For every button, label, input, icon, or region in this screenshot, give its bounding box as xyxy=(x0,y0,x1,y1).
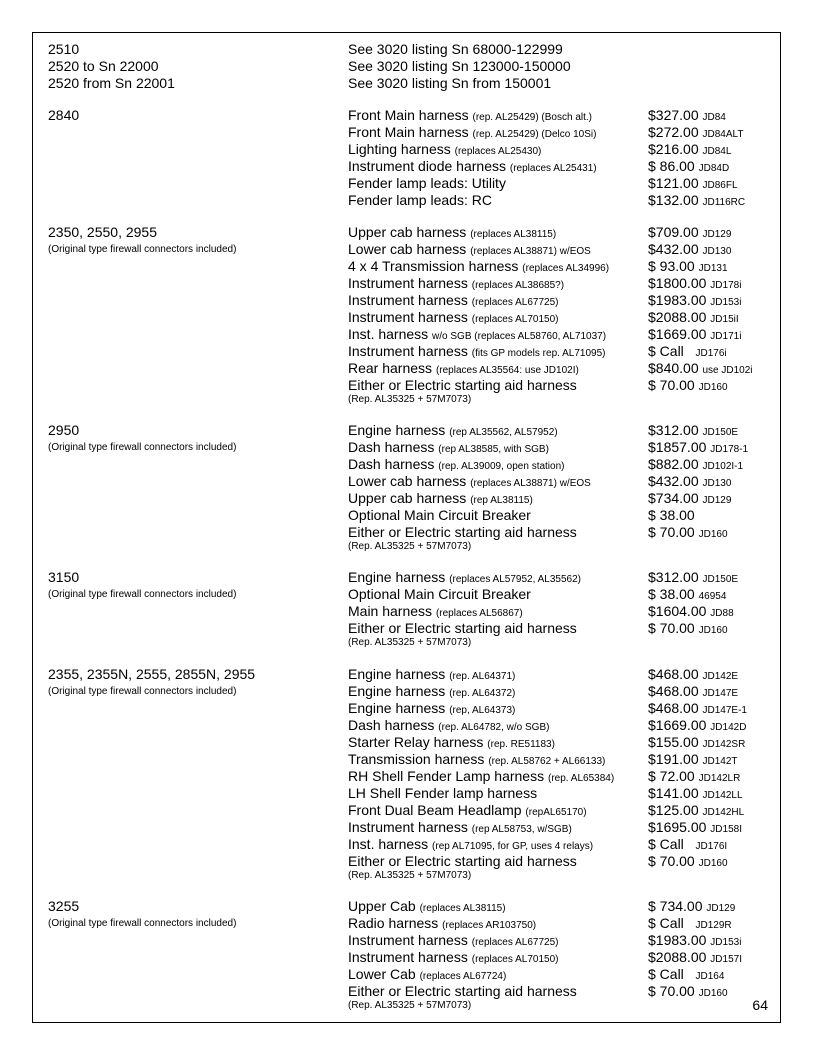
harness-description xyxy=(348,507,531,524)
harness-list xyxy=(348,107,768,209)
part-code: JD176I xyxy=(695,841,728,852)
price: $432.00 xyxy=(648,241,699,257)
harness-row xyxy=(348,949,768,966)
harness-note: (replaces AL70150) xyxy=(471,954,559,965)
harness-note: (replaces AL38115) xyxy=(419,903,506,914)
harness-note: (replaces AL57952, AL35562) xyxy=(449,574,581,585)
harness-note: (replaces AL38115) xyxy=(470,229,557,240)
part-code: JD142T xyxy=(702,756,738,767)
harness-name: Optional Main Circuit Breaker xyxy=(348,507,531,523)
price-cell xyxy=(648,524,728,543)
part-code: JD178-1 xyxy=(710,444,749,455)
harness-name: 4 x 4 Transmission harness xyxy=(348,258,519,274)
harness-note: (replaces AL67725) xyxy=(471,297,559,308)
price: $132.00 xyxy=(648,192,699,208)
price: $ Call xyxy=(648,343,684,359)
harness-row xyxy=(348,734,768,751)
harness-note: (rep. AL25429) (Delco 10Si) xyxy=(472,129,597,140)
harness-name: RH Shell Fender Lamp harness xyxy=(348,768,545,784)
part-code: JD157I xyxy=(710,954,742,965)
harness-name: Either or Electric starting aid harness xyxy=(348,853,577,869)
harness-row xyxy=(348,620,768,637)
harness-row xyxy=(348,700,768,717)
harness-note: (replaces AL25430) xyxy=(454,146,542,157)
harness-note: (replaces AL34996) xyxy=(522,263,610,274)
harness-name: Instrument diode harness xyxy=(348,158,506,174)
price: $2088.00 xyxy=(648,949,707,965)
model-column xyxy=(48,898,338,932)
replacement-note: (Rep. AL35325 + 57M7073) xyxy=(348,1000,472,1011)
price-cell xyxy=(648,192,745,211)
model-note: (Original type firewall connectors included) xyxy=(48,244,237,255)
part-code: JD84L xyxy=(702,146,732,157)
harness-name: Lower cab harness xyxy=(348,473,467,489)
harness-name: Front Dual Beam Headlamp xyxy=(348,802,522,818)
price: $468.00 xyxy=(648,700,699,716)
harness-name: Either or Electric starting aid harness xyxy=(348,983,577,999)
price: $ 734.00 xyxy=(648,898,703,914)
harness-description xyxy=(348,41,563,58)
price: $432.00 xyxy=(648,473,699,489)
part-code: JD130 xyxy=(702,478,732,489)
harness-description xyxy=(348,620,577,637)
price-cell xyxy=(648,853,728,872)
price: $ 70.00 xyxy=(648,620,695,636)
price-cell xyxy=(648,620,728,639)
harness-row xyxy=(348,836,768,853)
price-cell xyxy=(648,983,728,1002)
part-code: JD86FL xyxy=(702,180,738,191)
price: $ 38.00 xyxy=(648,507,695,523)
harness-note: (rep, AL64373) xyxy=(449,705,516,716)
harness-name: Upper Cab xyxy=(348,898,416,914)
harness-row xyxy=(348,107,768,124)
harness-row xyxy=(348,751,768,768)
harness-row xyxy=(348,439,768,456)
harness-description xyxy=(348,785,537,802)
harness-note: (replaces AL35564: use JD102I) xyxy=(435,365,579,376)
harness-name: Upper cab harness xyxy=(348,224,467,240)
price: $1800.00 xyxy=(648,275,707,291)
model-note: (Original type firewall connectors included) xyxy=(48,918,237,929)
harness-row xyxy=(348,507,768,524)
harness-name: Instrument harness xyxy=(348,819,468,835)
harness-row xyxy=(348,309,768,326)
price: $1983.00 xyxy=(648,292,707,308)
harness-name: Starter Relay harness xyxy=(348,734,484,750)
harness-row xyxy=(348,124,768,141)
harness-note: (rep. AL64371) xyxy=(449,671,516,682)
harness-list xyxy=(348,224,768,408)
part-code: JD164 xyxy=(695,971,725,982)
harness-row xyxy=(348,983,768,1000)
model-column xyxy=(48,666,338,700)
harness-note: (rep AL38585, with SGB) xyxy=(438,444,549,455)
harness-description xyxy=(348,377,577,394)
harness-name: See 3020 listing Sn 123000-150000 xyxy=(348,58,571,74)
price: $121.00 xyxy=(648,175,699,191)
harness-note: (replaces AL56867) xyxy=(435,608,523,619)
harness-list xyxy=(348,666,768,884)
harness-name: Inst. harness xyxy=(348,836,429,852)
price: $ 70.00 xyxy=(648,377,695,393)
harness-note: (replaces AL67724) xyxy=(419,971,507,982)
price: $155.00 xyxy=(648,734,699,750)
model-name: 2350, 2550, 2955 xyxy=(48,224,157,240)
price-cell xyxy=(648,377,728,396)
harness-name: Either or Electric starting aid harness xyxy=(348,620,577,636)
harness-name: Upper cab harness xyxy=(348,490,467,506)
model-name: 2510 xyxy=(48,41,80,57)
harness-name: Engine harness xyxy=(348,683,446,699)
model-name: 2520 to Sn 22000 xyxy=(48,58,159,74)
model-name: 2950 xyxy=(48,422,80,438)
price: $ Call xyxy=(648,915,684,931)
harness-row xyxy=(348,785,768,802)
harness-note: (rep AL35562, AL57952) xyxy=(449,427,558,438)
harness-name: Engine harness xyxy=(348,422,446,438)
part-code: JD171i xyxy=(710,331,742,342)
harness-row xyxy=(348,58,768,75)
harness-note: (rep AL58753, w/SGB) xyxy=(471,824,572,835)
harness-name: Instrument harness xyxy=(348,949,468,965)
harness-row xyxy=(348,768,768,785)
part-code: 46954 xyxy=(698,591,727,602)
harness-row xyxy=(348,224,768,241)
part-code: JD142LR xyxy=(698,773,741,784)
harness-list xyxy=(348,422,768,555)
price: $ 86.00 xyxy=(648,158,695,174)
part-code: JD178i xyxy=(710,280,742,291)
replacement-note: (Rep. AL35325 + 57M7073) xyxy=(348,541,472,552)
model-column xyxy=(48,107,338,124)
harness-note: (rep. RE51183) xyxy=(487,739,555,750)
harness-list xyxy=(348,41,768,92)
page-number: 64 xyxy=(752,997,768,1013)
part-code: JD160 xyxy=(698,988,728,999)
harness-note: (replaces AL70150) xyxy=(471,314,559,325)
harness-description xyxy=(348,175,506,192)
price: $734.00 xyxy=(648,490,699,506)
harness-row xyxy=(348,490,768,507)
harness-note: (replaces AL67725) xyxy=(471,937,559,948)
harness-note: (replaces AL38871) w/EOS xyxy=(470,478,591,489)
harness-note: (rep AL38115) xyxy=(470,495,533,506)
part-code: JD129 xyxy=(702,495,732,506)
price-list-frame xyxy=(32,32,781,1023)
model-column xyxy=(48,224,338,258)
part-code: JD153i xyxy=(710,937,742,948)
model-note: (Original type firewall connectors included) xyxy=(48,589,237,600)
harness-row xyxy=(348,819,768,836)
model-column xyxy=(48,41,338,92)
price: $1604.00 xyxy=(648,603,707,619)
harness-name: Engine harness xyxy=(348,666,446,682)
part-code: JD147E-1 xyxy=(702,705,747,716)
part-code: JD142E xyxy=(702,671,739,682)
harness-name: Optional Main Circuit Breaker xyxy=(348,586,531,602)
harness-note: (rep. AL25429) (Bosch alt.) xyxy=(472,112,593,123)
harness-row xyxy=(348,473,768,490)
model-name: 3255 xyxy=(48,898,80,914)
harness-row xyxy=(348,275,768,292)
harness-row xyxy=(348,326,768,343)
price: $ 70.00 xyxy=(648,853,695,869)
part-code: JD142HL xyxy=(702,807,745,818)
price: $312.00 xyxy=(648,422,699,438)
harness-list xyxy=(348,569,768,651)
part-code: JD153i xyxy=(710,297,742,308)
harness-name: Fender lamp leads: Utility xyxy=(348,175,506,191)
part-code: JD150E xyxy=(702,427,739,438)
harness-row xyxy=(348,141,768,158)
harness-row xyxy=(348,241,768,258)
harness-row xyxy=(348,524,768,541)
part-code: JD176i xyxy=(695,348,727,359)
part-code: JD142LL xyxy=(702,790,743,801)
harness-row xyxy=(348,666,768,683)
harness-name: Engine harness xyxy=(348,700,446,716)
replacement-note: (Rep. AL35325 + 57M7073) xyxy=(348,394,472,405)
harness-row xyxy=(348,683,768,700)
harness-name: See 3020 listing Sn 68000-122999 xyxy=(348,41,563,57)
harness-name: Lower Cab xyxy=(348,966,416,982)
harness-row xyxy=(348,966,768,983)
price: $709.00 xyxy=(648,224,699,240)
harness-note: (replaces AL25431) xyxy=(509,163,597,174)
harness-note: (replaces AL38685?) xyxy=(471,280,565,291)
replacement-note: (Rep. AL35325 + 57M7073) xyxy=(348,637,472,648)
price: $1983.00 xyxy=(648,932,707,948)
part-code: JD160 xyxy=(698,625,728,636)
harness-row xyxy=(348,915,768,932)
harness-name: Instrument harness xyxy=(348,343,468,359)
part-code: JD158I xyxy=(710,824,742,835)
harness-note: (rep AL71095, for GP, uses 4 relays) xyxy=(432,841,594,852)
harness-note: (rep. AL64372) xyxy=(449,688,516,699)
harness-note: (rep. AL65384) xyxy=(548,773,615,784)
harness-description xyxy=(348,524,577,541)
harness-description xyxy=(348,192,492,209)
harness-note: (rep. AL39009, open station) xyxy=(438,461,565,472)
model-name: 2840 xyxy=(48,107,80,123)
price-cell xyxy=(648,507,695,524)
harness-list xyxy=(348,898,768,1014)
price: $840.00 xyxy=(648,360,699,376)
harness-name: Transmission harness xyxy=(348,751,485,767)
price: $1695.00 xyxy=(648,819,707,835)
part-code: JD129R xyxy=(695,920,732,931)
harness-row xyxy=(348,158,768,175)
harness-note: (replaces AL38871) w/EOS xyxy=(470,246,591,257)
harness-row xyxy=(348,343,768,360)
part-code: JD129 xyxy=(702,229,732,240)
harness-name: Instrument harness xyxy=(348,292,468,308)
price: $ Call xyxy=(648,966,684,982)
price: $468.00 xyxy=(648,666,699,682)
price: $1669.00 xyxy=(648,326,707,342)
part-code: JD147E xyxy=(702,688,739,699)
harness-row xyxy=(348,569,768,586)
part-code: JD130 xyxy=(702,246,732,257)
harness-name: Main harness xyxy=(348,603,433,619)
harness-row xyxy=(348,258,768,275)
price: $2088.00 xyxy=(648,309,707,325)
price: $882.00 xyxy=(648,456,699,472)
harness-name: Instrument harness xyxy=(348,309,468,325)
harness-name: Either or Electric starting aid harness xyxy=(348,377,577,393)
part-code: JD142SR xyxy=(702,739,746,750)
model-note: (Original type firewall connectors included) xyxy=(48,686,237,697)
harness-name: Instrument harness xyxy=(348,932,468,948)
harness-name: Inst. harness xyxy=(348,326,429,342)
harness-row xyxy=(348,377,768,394)
part-code: JD15iI xyxy=(710,314,739,325)
harness-name: Engine harness xyxy=(348,569,446,585)
harness-description xyxy=(348,58,571,75)
model-name: 2520 from Sn 22001 xyxy=(48,75,175,91)
harness-row xyxy=(348,192,768,209)
harness-description xyxy=(348,75,551,92)
part-code: JD160 xyxy=(698,858,728,869)
part-code: JD84ALT xyxy=(702,129,744,140)
harness-name: Dash harness xyxy=(348,456,435,472)
replacement-note: (Rep. AL35325 + 57M7073) xyxy=(348,870,472,881)
price: $1669.00 xyxy=(648,717,707,733)
part-code: JD129 xyxy=(706,903,736,914)
part-code: JD150E xyxy=(702,574,739,585)
price: $141.00 xyxy=(648,785,699,801)
model-name: 3150 xyxy=(48,569,80,585)
harness-note: (replaces AR103750) xyxy=(442,920,537,931)
harness-name: Radio harness xyxy=(348,915,439,931)
price: $125.00 xyxy=(648,802,699,818)
harness-row xyxy=(348,586,768,603)
harness-row xyxy=(348,853,768,870)
harness-name: LH Shell Fender lamp harness xyxy=(348,785,538,801)
harness-row xyxy=(348,75,768,92)
price: $312.00 xyxy=(648,569,699,585)
harness-row xyxy=(348,292,768,309)
harness-note: (rep. AL64782, w/o SGB) xyxy=(438,722,550,733)
harness-row xyxy=(348,717,768,734)
harness-description xyxy=(348,983,577,1000)
part-code: JD84 xyxy=(702,112,726,123)
harness-name: Front Main harness xyxy=(348,124,469,140)
harness-name: Lower cab harness xyxy=(348,241,467,257)
price: $468.00 xyxy=(648,683,699,699)
harness-name: Instrument harness xyxy=(348,275,468,291)
harness-note: w/o SGB (replaces AL58760, AL71037) xyxy=(432,331,607,342)
part-code: use JD102i xyxy=(702,365,753,376)
harness-row xyxy=(348,932,768,949)
part-code: JD116RC xyxy=(702,197,746,208)
harness-row xyxy=(348,422,768,439)
harness-row xyxy=(348,603,768,620)
harness-name: Front Main harness xyxy=(348,107,469,123)
model-column xyxy=(48,422,338,456)
part-code: JD88 xyxy=(710,608,734,619)
harness-row xyxy=(348,41,768,58)
harness-name: Fender lamp leads: RC xyxy=(348,192,492,208)
part-code: JD160 xyxy=(698,382,728,393)
part-code: JD102I-1 xyxy=(702,461,744,472)
model-note: (Original type firewall connectors included) xyxy=(48,442,237,453)
harness-name: See 3020 listing Sn from 150001 xyxy=(348,75,552,91)
harness-description xyxy=(348,586,531,603)
price: $ Call xyxy=(648,836,684,852)
harness-note: (repAL65170) xyxy=(525,807,587,818)
price: $216.00 xyxy=(648,141,699,157)
part-code: JD142D xyxy=(710,722,747,733)
harness-name: Dash harness xyxy=(348,717,435,733)
harness-row xyxy=(348,898,768,915)
part-code: JD84D xyxy=(698,163,730,174)
harness-description xyxy=(348,853,577,870)
price: $191.00 xyxy=(648,751,699,767)
price: $ 70.00 xyxy=(648,524,695,540)
price: $327.00 xyxy=(648,107,699,123)
price: $ 93.00 xyxy=(648,258,695,274)
harness-row xyxy=(348,360,768,377)
price: $1857.00 xyxy=(648,439,707,455)
harness-note: (rep. AL58762 + AL66133) xyxy=(488,756,606,767)
price: $ 70.00 xyxy=(648,983,695,999)
harness-name: Dash harness xyxy=(348,439,435,455)
harness-name: Lighting harness xyxy=(348,141,451,157)
harness-note: (fits GP models rep. AL71095) xyxy=(471,348,606,359)
part-code: JD160 xyxy=(698,529,728,540)
model-name: 2355, 2355N, 2555, 2855N, 2955 xyxy=(48,666,256,682)
price: $272.00 xyxy=(648,124,699,140)
harness-row xyxy=(348,802,768,819)
part-code: JD131 xyxy=(698,263,728,274)
price: $ 38.00 xyxy=(648,586,695,602)
model-column xyxy=(48,569,338,603)
harness-row xyxy=(348,175,768,192)
harness-name: Rear harness xyxy=(348,360,433,376)
harness-row xyxy=(348,456,768,473)
harness-name: Either or Electric starting aid harness xyxy=(348,524,577,540)
price: $ 72.00 xyxy=(648,768,695,784)
